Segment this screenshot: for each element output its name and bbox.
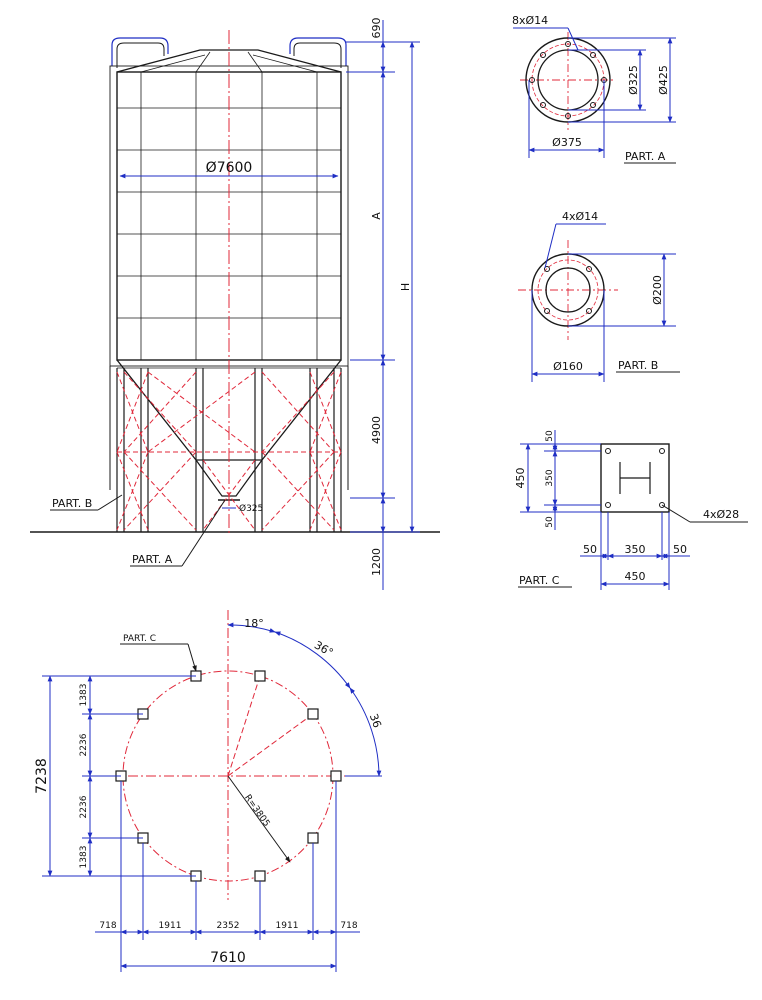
part-b-d2-label: Ø160 <box>553 360 583 373</box>
plan-horizontal-seg-2: 1911 <box>158 921 182 931</box>
part-c-title: PART. C <box>519 574 560 587</box>
plan-vertical-seg-1: 1383 <box>79 683 89 707</box>
angle-label-1: 18° <box>244 617 264 630</box>
plan-horizontal-seg-3: 2352 <box>216 921 240 931</box>
roof-rib <box>196 52 210 72</box>
diameter-label: Ø7600 <box>205 160 253 176</box>
roof-handrail-right <box>290 38 346 66</box>
part-c-vert-bottom: 50 <box>545 516 555 528</box>
elevation-dimensions <box>346 17 420 590</box>
outlet-diameter-label: Ø325 <box>239 504 264 514</box>
angle-label-2: 36° <box>312 638 336 660</box>
plan-vertical-total: 7238 <box>34 758 50 794</box>
part-b-leader <box>98 495 122 510</box>
part-c-vert-overall: 450 <box>514 467 527 489</box>
plan-horizontal-seg-5: 718 <box>340 921 358 931</box>
part-c-horiz-overall: 450 <box>624 570 646 583</box>
part-b-d1-label: Ø200 <box>651 275 664 305</box>
support-plan-view <box>34 610 384 972</box>
part-a-d1-label: Ø325 <box>627 65 640 95</box>
part-c-horiz-right: 50 <box>673 543 687 556</box>
part-b-flange-detail <box>518 210 680 382</box>
roof-rib <box>248 52 262 72</box>
radius-label: R=3805 <box>242 792 272 829</box>
dim-overall-label: H <box>399 282 412 292</box>
part-a-title: PART. A <box>625 150 666 163</box>
plan-vertical-seg-2: 2236 <box>79 733 89 757</box>
plan-horizontal-total: 7610 <box>210 950 246 966</box>
part-a-holes-label: 8xØ14 <box>512 14 549 27</box>
part-c-h-section <box>620 462 650 494</box>
plan-vertical-seg-3: 2236 <box>79 795 89 819</box>
angle-arc <box>350 688 379 776</box>
part-b-title: PART. B <box>618 359 659 372</box>
roof-handrail-left <box>112 38 168 66</box>
part-c-horiz-left: 50 <box>583 543 597 556</box>
plan-part-c-callout: PART. C <box>123 634 157 644</box>
roof-handrail-left-inner <box>117 43 164 68</box>
part-a-d2-label: Ø425 <box>657 65 670 95</box>
angle-label-3: 36 <box>366 712 384 730</box>
part-c-baseplate-detail <box>514 430 748 590</box>
dim-clearance-label: 1200 <box>370 548 383 576</box>
part-a-flange-detail <box>512 14 676 163</box>
dim-shell-label: A <box>370 212 383 220</box>
part-c-horiz-middle: 350 <box>624 543 646 556</box>
plan-vertical-seg-4: 1383 <box>79 845 89 869</box>
plan-horizontal-seg-4: 1911 <box>275 921 299 931</box>
angle-arc <box>275 632 350 688</box>
part-b-holes-label: 4xØ14 <box>562 210 599 223</box>
part-c-vert-top: 50 <box>545 430 555 442</box>
part-c-holes-label: 4xØ28 <box>703 508 740 521</box>
part-a-callout: PART. A <box>132 553 173 566</box>
silo-elevation <box>30 18 440 591</box>
dim-top-label: 690 <box>370 17 383 39</box>
roof-handrail-right-inner <box>294 43 341 68</box>
part-a-d3-label: Ø375 <box>552 136 582 149</box>
dim-cone-label: 4900 <box>370 416 383 444</box>
part-c-vert-middle: 350 <box>545 469 555 487</box>
part-b-callout: PART. B <box>52 497 93 510</box>
plan-horizontal-seg-1: 718 <box>99 921 117 931</box>
